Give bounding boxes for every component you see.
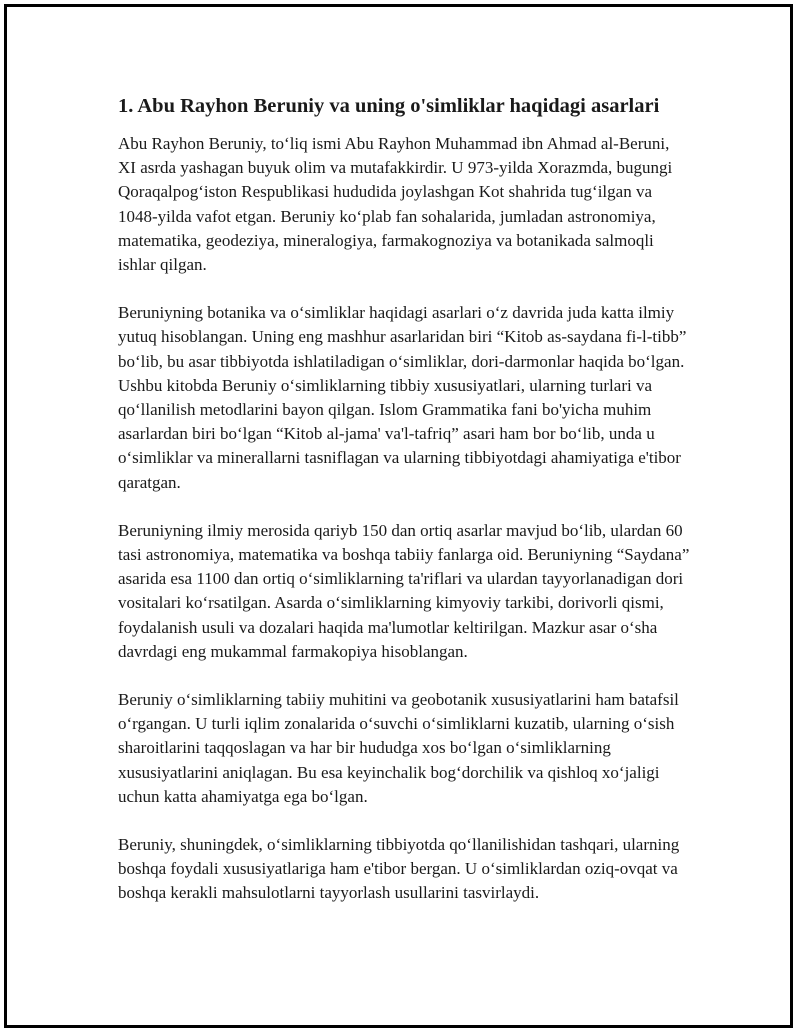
section-heading: 1. Abu Rayhon Beruniy va uning o'simliklar haqidagi asarlari xyxy=(118,95,660,117)
paragraph-botanical-works: Beruniyning botanika va o‘simliklar haqidagi asarlari o‘z davrida juda katta ilmiy yutuq hisoblangan. Uning eng mashhur asarlaridan biri “Kitob as-saydana fi-l-tibb” bo‘lib, bu asar tibbiyotda ishlatiladigan o‘simliklar, dori-darmonlar haqida bo‘lgan. Ushbu kitobda Beruniy o‘simliklarning tibbiy xususiyatlari, ularning turlari va qo‘llanilish metodlarini bayon qilgan. Islom Grammatika fani bo'yicha muhim asarlardan biri bo‘lgan “Kitob al-jama' va'l-tafriq” asari ham bor bo‘lib, unda u o‘simliklar va minerallarni tasniflagan va ularning tibbiyotdagi ahamiyatiga e'tibor qaratgan. xyxy=(118,303,687,492)
document-body xyxy=(118,92,690,906)
paragraph-other-uses: Beruniy, shuningdek, o‘simliklarning tibbiyotda qo‘llanilishidan tashqari, ularning boshqa foydali xususiyatlariga ham e'tibor bergan. U o‘simliklardan oziq-ovqat va boshqa kerakli mahsulotlarni tayyorlash usullarini tasvirlaydi. xyxy=(118,835,680,903)
paragraph-geobotany: Beruniy o‘simliklarning tabiiy muhitini va geobotanik xususiyatlarini ham batafsil o‘rgangan. U turli iqlim zonalarida o‘suvchi o‘simliklarni kuzatib, ularning o‘sish sharoitlarini taqqoslagan va har bir hududga xos bo‘lgan o‘simliklarning xususiyatlarini aniqlagan. Bu esa keyinchalik bog‘dorchilik va qishloq xo‘jaligi uchun katta ahamiyatga ega bo‘lgan. xyxy=(118,690,679,806)
paragraph-scientific-legacy: Beruniyning ilmiy merosida qariyb 150 dan ortiq asarlar mavjud bo‘lib, ulardan 60 tasi astronomiya, matematika va boshqa tabiiy fanlarga oid. Beruniyning “Saydana” asarida esa 1100 dan ortiq o‘simliklarning ta'riflari va ulardan tayyorlanadigan dori vositalari ko‘rsatilgan. Asarda o‘simliklarning kimyoviy tarkibi, dorivorli qismi, foydalanish usuli va dozalari haqida ma'lumotlar keltirilgan. Mazkur asar o‘sha davrdagi eng mukammal farmakopiya hisoblangan. xyxy=(118,520,690,661)
paragraph-biography: Abu Rayhon Beruniy, to‘liq ismi Abu Rayhon Muhammad ibn Ahmad al-Beruni, XI asrda yashagan buyuk olim va mutafakkirdir. U 973-yilda Xorazmda, bugungi Qoraqalpog‘iston Respublikasi hududida joylashgan Kot shahrida tug‘ilgan va 1048-yilda vafot etgan. Beruniy ko‘plab fan sohalarida, jumladan astronomiya, matematika, geodeziya, mineralogiya, farmakognoziya va botanikada salmoqli ishlar qilgan. xyxy=(118,134,673,275)
